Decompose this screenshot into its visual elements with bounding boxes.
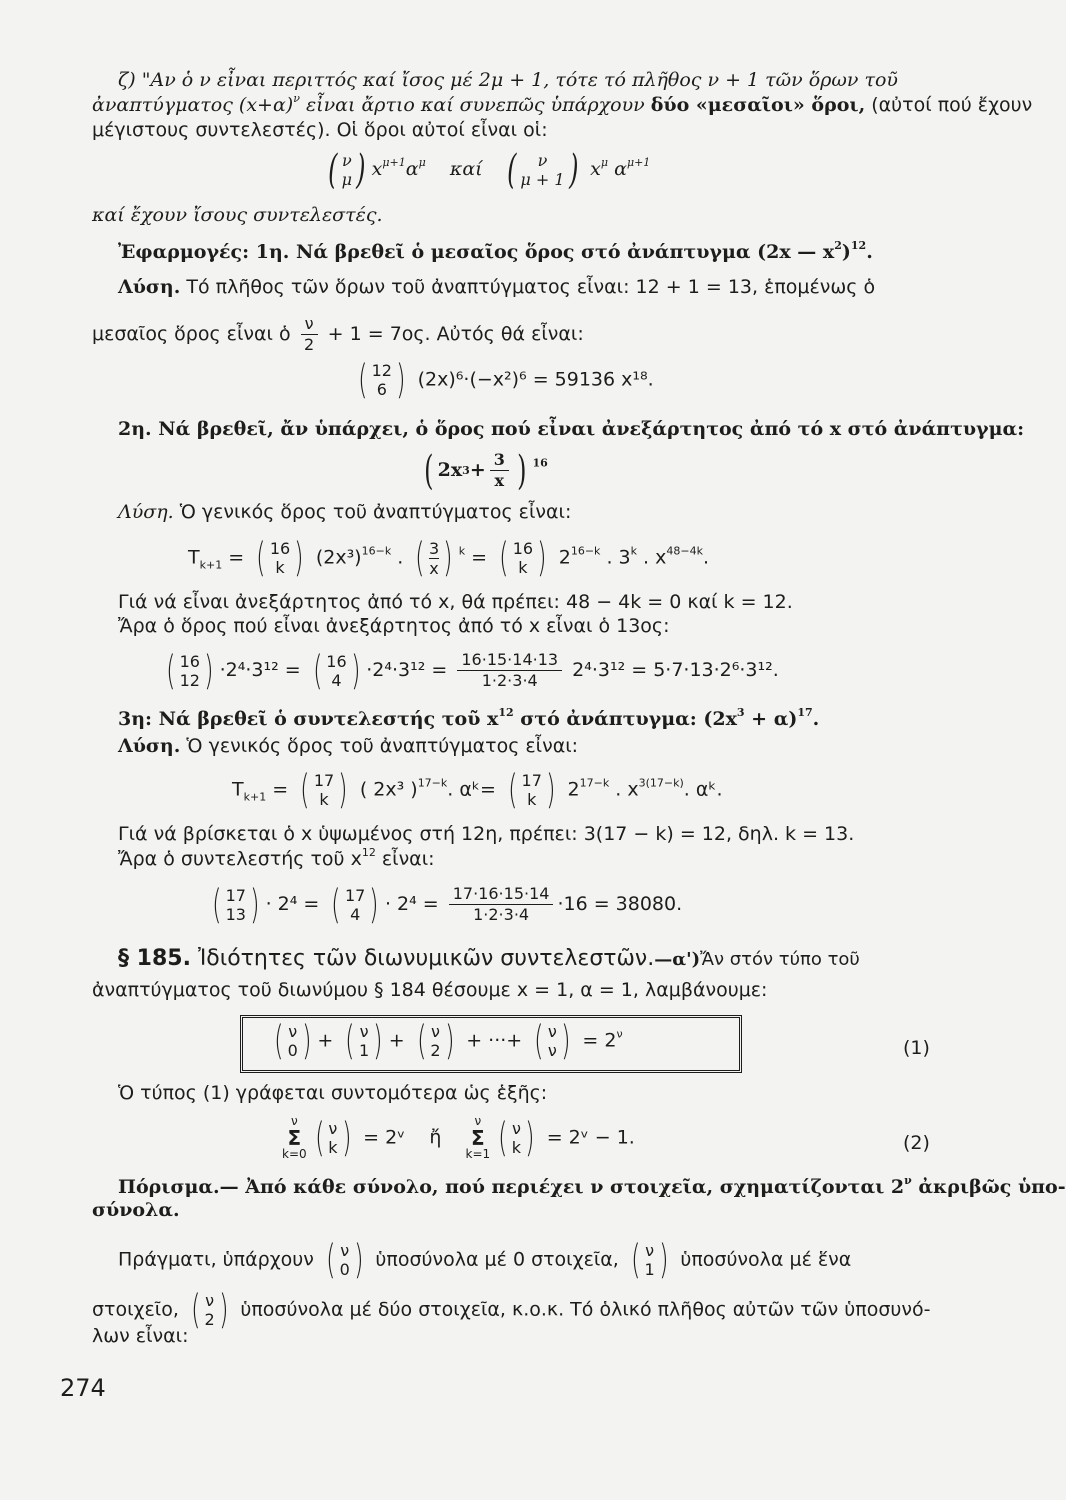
application-3-solution: Λύση. Ὁ γενικός ὅρος τοῦ ἀναπτύγματος εἶναι: [118,735,579,757]
application-2-conclusion: Ἄρα ὁ ὅρος πού εἶναι ἀνεξάρτητος ἀπό τό x εἶναι ὁ 13ος: [118,615,670,637]
page-number: 274 [60,1374,106,1402]
section-185-text-2: Ὁ τύπος (1) γράφεται συντομότερα ὡς ἑξῆς: [118,1082,548,1104]
application-1-formula: ( 12 6 ) (2x)⁶·(−x²)⁶ = 59136 x¹⁸. [358,357,654,403]
application-2-general-term: $T_{k+1}$ = ( 16 k ) $(2x^3)^{16-k}$ . ( 3 x ) $^k$ = ( 16 k ) $2^{16-k}$ . 3$^k$ . $x^{48-4k}$. [188,535,710,581]
equation-2-label: (2) [903,1132,930,1154]
application-2-expression: ( 2x 3 + $\frac{3}{x}$ ) $^{16}$ [424,447,548,494]
corollary-heading-2: σύνολα. [92,1199,180,1221]
middle-terms-formula: ( ν μ ) $x^{\mu+1}\alpha^\mu$ καί ( ν μ + 1 ) $x^\mu$ $\alpha^{\mu+1}$ [328,147,651,193]
application-2-condition: Γιά νά εἶναι ἀνεξάρτητος ἀπό τό x, θά πρέπει: 48 − 4k = 0 καί k = 12. [118,591,793,613]
application-1-title: Ἐφαρμογές: 1η. Νά βρεθεῖ ὁ μεσαῖος ὅρος στό ἀνάπτυγμα (2x — $x^2)^{12}$. [118,239,873,263]
application-1-solution: Λύση. Τό πλῆθος τῶν ὅρων τοῦ ἀναπτύγματος εἶναι: 12 + 1 = 13, ἑπομένως ὁ [118,276,876,298]
equation-1-label: (1) [903,1037,930,1059]
sigma-formula: ν Σ k=0 ( ν k ) = 2ᵛ ἤ ν Σ k=1 ( ν k ) = 2ᵛ − 1. [282,1114,635,1161]
application-2-solution: Λύση. Ὁ γενικός ὅρος τοῦ ἀναπτύγματος εἶναι: [118,501,572,523]
corollary-heading: Πόρισμα.— Ἀπό κάθε σύνολο, πού περιέχει ν στοιχεῖα, σχηματίζονται $2^\nu$ ἀκριβῶς ὑπο- [118,1174,1066,1198]
section-185-heading: § 185. Ἰδιότητες τῶν διωνυμικῶν συντελεστῶν.—α')Ἄν στόν τύπο τοῦ [118,946,860,971]
corollary-text-3: λων εἶναι: [92,1325,189,1347]
application-2-result: ( 16 12 ) ·2⁴·3¹² = ( 16 4 ) ·2⁴·3¹² = $\frac{16\cdot 15\cdot 14\cdot 13}{1\cdot 2\cdot 3\cdot 4}$ 2⁴·3¹² = 5·7·13·2⁶·3¹². [166,647,779,694]
corollary-text-2: στοιχεῖο, ( ν 2 ) ὑποσύνολα μέ δύο στοιχεῖα, κ.ο.κ. Τό ὁλικό πλῆθος αὐτῶν τῶν ὑποσυνό- [92,1287,931,1333]
application-1-middle-term: μεσαῖος ὅρος εἶναι ὁ $\frac{\nu}{2}$ + 1 = 7ος. Αὐτός θά εἶναι: [92,314,584,354]
application-2-title: 2η. Νά βρεθεῖ, ἄν ὑπάρχει, ὁ ὅρος πού εἶναι ἀνεξάρτητος ἀπό τό x στό ἀνάπτυγμα: [118,418,1025,440]
application-3-title: 3η: Νά βρεθεῖ ὁ συντελεστής τοῦ $x^{12}$ στό ἀνάπτυγμα: $(2x^3 + \alpha)^{17}$. [118,706,820,730]
zeta-line-3: μέγιστους συντελεστές). Οἱ ὅροι αὐτοί εἶναι οἱ: [92,119,548,141]
zeta-line-4: καί ἔχουν ἴσους συντελεστές. [92,204,383,226]
corollary-text-1: Πράγματι, ὑπάρχουν ( ν 0 ) ὑποσύνολα μέ 0 στοιχεῖα, ( ν 1 ) ὑποσύνολα μέ ἕνα [118,1237,852,1283]
zeta-line-1: ζ) "Αν ὁ ν εἶναι περιττός καί ἴσος μέ 2μ + 1, τότε τό πλῆθος ν + 1 τῶν ὅρων τοῦ [118,69,898,91]
application-3-result: ( 17 13 ) · 2⁴ = ( 17 4 ) · 2⁴ = $\frac{17\cdot 16\cdot 15\cdot 14}{1\cdot 2\cdot 3\cdot 4}$ ·16 = 38080. [212,881,683,928]
binomial-sum-formula: ( ν 0 ) + ( ν 1 ) + ( ν 2 ) + ···+ ( ν ν ) = $2^\nu$ [274,1018,623,1064]
application-3-conclusion: Ἄρα ὁ συντελεστής τοῦ $x^{12}$ εἶναι: [118,846,435,870]
application-3-general-term: $T_{k+1}$ = ( 17 k ) ( 2x³ )$^{17-k}$. αᵏ= ( 17 k ) $2^{17-k}$ . $x^{3(17-k)}$. αᵏ. [232,767,723,813]
application-3-condition: Γιά νά βρίσκεται ὁ x ὑψωμένος στή 12η, πρέπει: 3(17 − k) = 12, δηλ. k = 13. [118,823,855,845]
zeta-line-2: ἀναπτύγματος $(x+\alpha)^\nu$ εἶναι ἄρτιο καί συνεπῶς ὑπάρχουν δύο «μεσαῖοι» ὅροι, (αὐτοί πού ἔχουν [92,92,1033,116]
section-185-text: ἀναπτύγματος τοῦ διωνύμου § 184 θέσουμε x = 1, α = 1, λαμβάνουμε: [92,979,768,1001]
